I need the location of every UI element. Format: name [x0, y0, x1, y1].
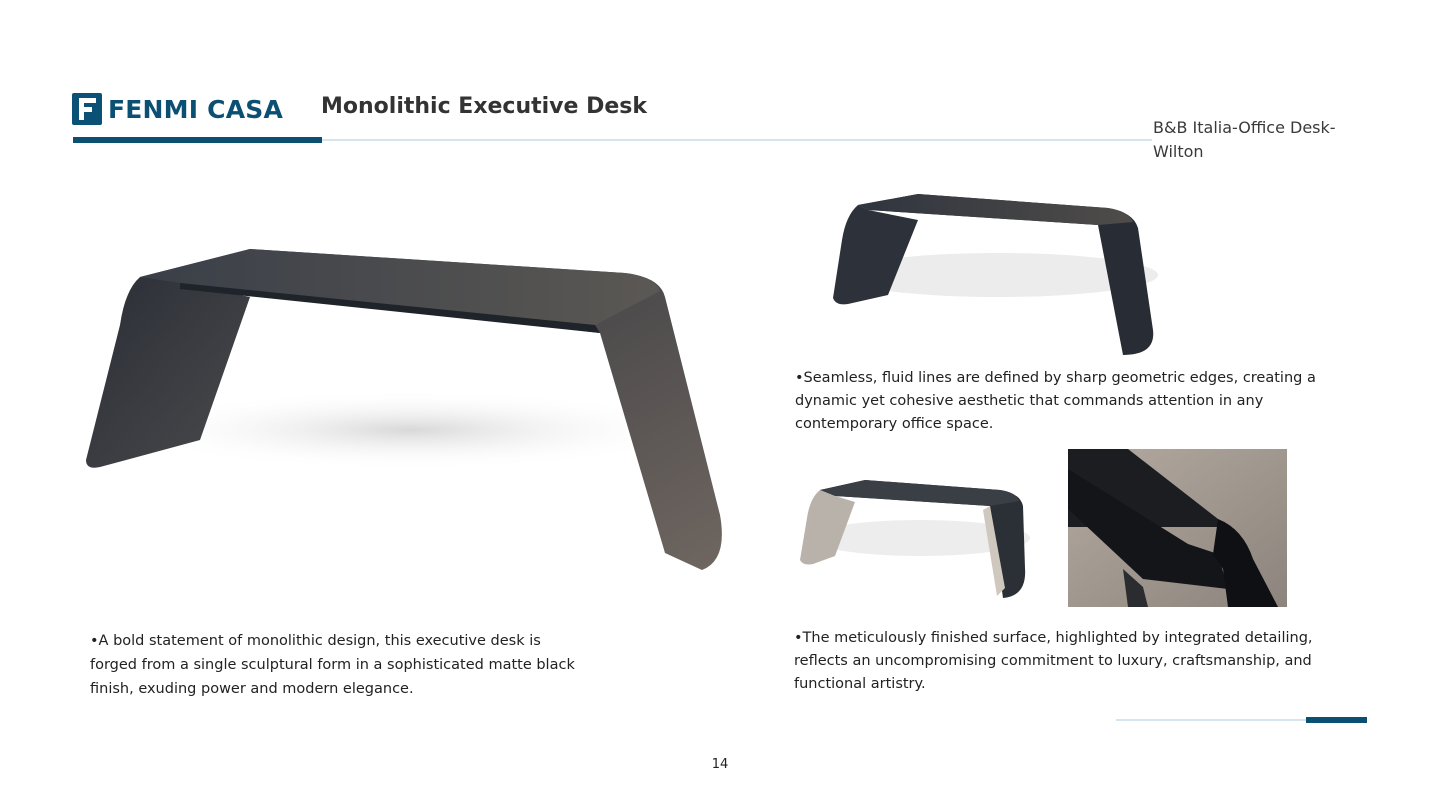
- bullet-finish: •The meticulously finished surface, highlighted by integrated detailing, reflects an uncompromising commitment to luxury, craftsmanship, and functional artistry.: [794, 630, 1313, 692]
- desk-detail-photo: [1068, 449, 1287, 607]
- product-subtitle: B&B Italia-Office Desk-Wilton: [1153, 118, 1336, 161]
- footer-accent-bar: [1306, 717, 1367, 723]
- header-divider: [322, 139, 1152, 141]
- brand-logo: [72, 92, 283, 126]
- page-title: Monolithic Executive Desk: [321, 94, 648, 119]
- main-desk-photo: [80, 215, 737, 588]
- header-accent-bar: [73, 137, 322, 143]
- desk-light-finish-photo: [795, 468, 1053, 609]
- bullet-monolithic: •A bold statement of monolithic design, this executive desk is forged from a single sculptural form in a sophisticated matte black finish, exuding power and modern elegance.: [90, 633, 575, 697]
- bullet-fluid-lines: •Seamless, fluid lines are defined by sharp geometric edges, creating a dynamic yet cohesive aesthetic that commands attention in any contemporary office space.: [795, 370, 1316, 432]
- desk-side-photo: [808, 180, 1196, 362]
- brand-name: FENMI CASA: [108, 94, 284, 124]
- footer-divider: [1116, 719, 1306, 721]
- logo-f-icon: [72, 93, 102, 125]
- page-number: 14: [711, 757, 729, 772]
